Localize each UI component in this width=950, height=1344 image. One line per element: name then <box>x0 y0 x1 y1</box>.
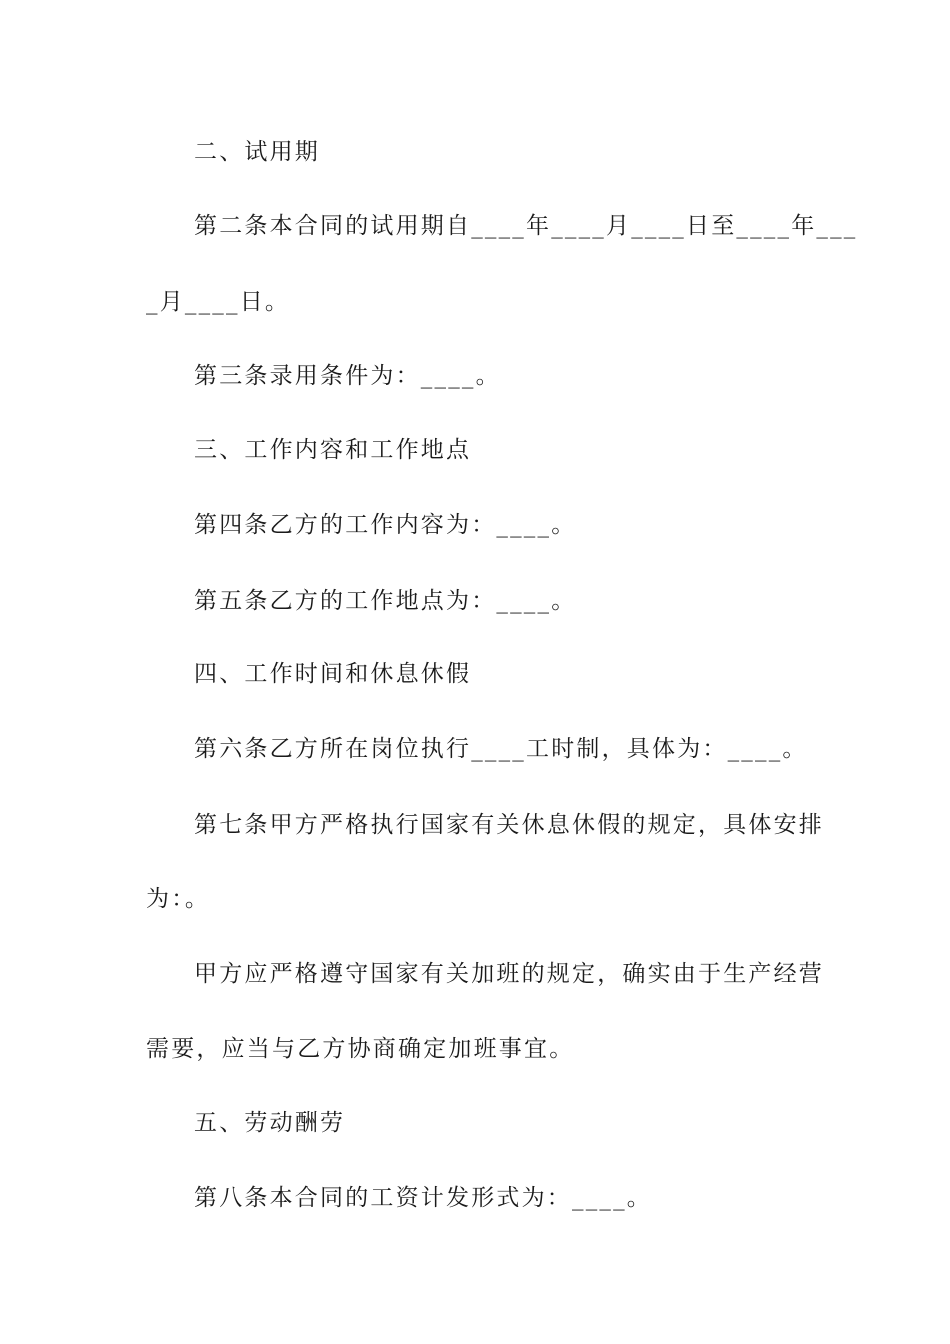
article-7-line-2: 为：。 <box>146 886 211 912</box>
article-2-line-1: 第二条本合同的试用期自____年____月____日至____年___ <box>194 213 858 239</box>
article-4: 第四条乙方的工作内容为：____。 <box>194 512 577 538</box>
section-heading-remuneration: 五、劳动酬劳 <box>194 1110 346 1136</box>
article-6: 第六条乙方所在岗位执行____工时制，具体为：____。 <box>194 736 808 762</box>
section-heading-work-hours: 四、工作时间和休息休假 <box>194 661 472 687</box>
overtime-paragraph-line-1: 甲方应严格遵守国家有关加班的规定，确实由于生产经营 <box>194 961 824 987</box>
article-8: 第八条本合同的工资计发形式为：____。 <box>194 1185 652 1211</box>
section-heading-probation: 二、试用期 <box>194 139 320 165</box>
overtime-paragraph-line-2: 需要，应当与乙方协商确定加班事宜。 <box>146 1036 575 1062</box>
article-2-line-2: _月____日。 <box>146 289 291 315</box>
article-5: 第五条乙方的工作地点为：____。 <box>194 588 577 614</box>
section-heading-work-content: 三、工作内容和工作地点 <box>194 437 472 463</box>
article-3: 第三条录用条件为：____。 <box>194 363 501 389</box>
article-7-line-1: 第七条甲方严格执行国家有关休息休假的规定，具体安排 <box>194 812 824 838</box>
